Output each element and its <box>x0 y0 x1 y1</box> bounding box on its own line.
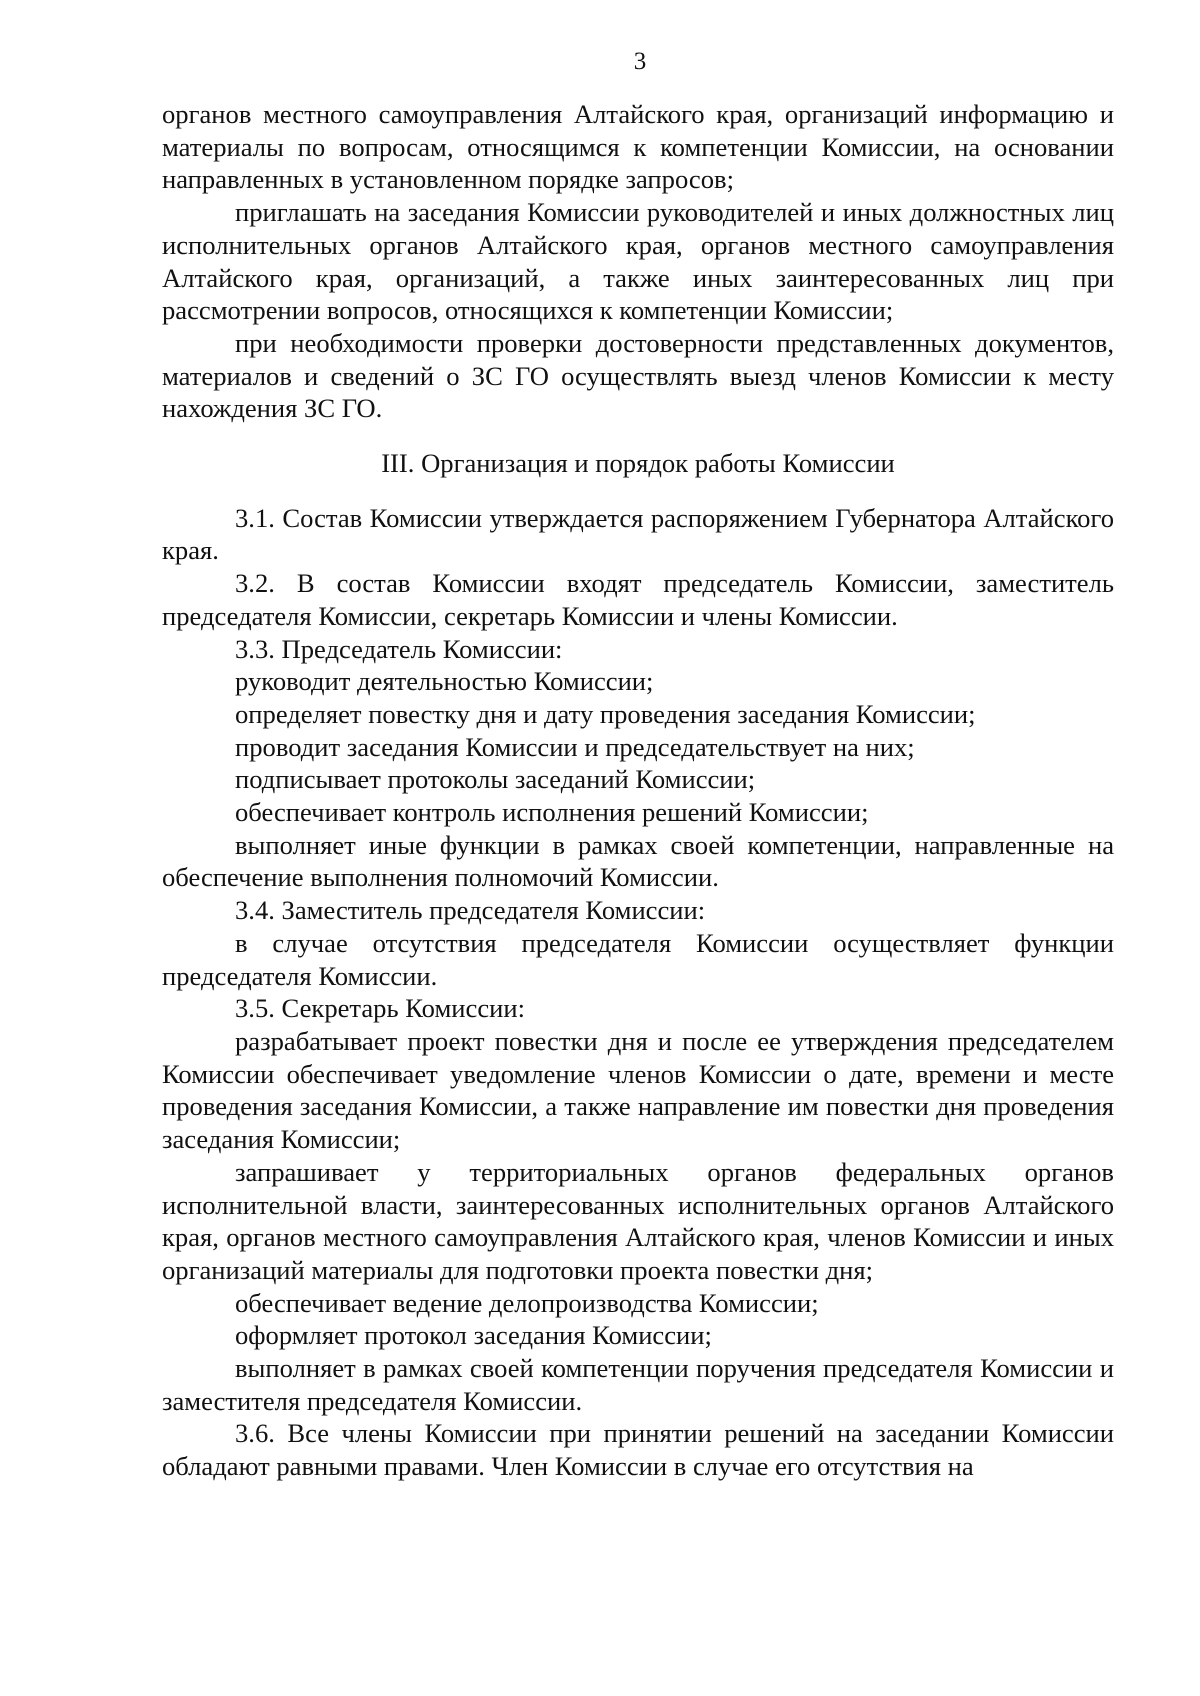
clause-3-4: 3.4. Заместитель председателя Комиссии: <box>235 895 706 926</box>
paragraph: при необходимости проверки достоверности представленных документов, материалов и сведений о ЗС ГО осуществлять выезд членов Комиссии к месту нахождения ЗС ГО. <box>162 327 1114 424</box>
list-item: в случае отсутствия председателя Комиссии осуществляет функции председателя Комиссии. <box>162 927 1114 991</box>
page-number: 3 <box>633 48 647 75</box>
section-heading: III. Организация и порядок работы Комиссии <box>381 448 895 479</box>
list-item: обеспечивает контроль исполнения решений Комиссии; <box>235 797 869 828</box>
clause-3-5: 3.5. Секретарь Комиссии: <box>235 993 525 1024</box>
paragraph-continuation: органов местного самоуправления Алтайского края, организаций информацию и материалы по вопросам, относящимся к компетенции Комиссии, на основании направленных в установленном порядке запросов; <box>162 99 1114 195</box>
list-item: выполняет иные функции в рамках своей компетенции, направленные на обеспечение выполнения полномочий Комиссии. <box>162 829 1114 893</box>
clause-3-3: 3.3. Председатель Комиссии: <box>235 633 563 664</box>
list-item: проводит заседания Комиссии и председательствует на них; <box>235 731 915 762</box>
list-item: разрабатывает проект повестки дня и после ее утверждения председателем Комиссии обеспечивает уведомление членов Комиссии о дате, времени и месте проведения заседания Комиссии, а также направление им повестки дня проведения заседания Комиссии; <box>162 1025 1114 1155</box>
list-item: обеспечивает ведение делопроизводства Комиссии; <box>235 1287 819 1318</box>
paragraph: приглашать на заседания Комиссии руководителей и иных должностных лиц исполнительных органов Алтайского края, органов местного самоуправления Алтайского края, организаций, а также иных заинтересованных лиц при рассмотрении вопросов, относящихся к компетенции Комиссии; <box>162 197 1114 326</box>
list-item: руководит деятельностью Комиссии; <box>235 666 654 697</box>
list-item: подписывает протоколы заседаний Комиссии; <box>235 764 756 795</box>
clause-3-2: 3.2. В состав Комиссии входят председатель Комиссии, заместитель председателя Комиссии, секретарь Комиссии и члены Комиссии. <box>162 568 1114 631</box>
document-body <box>162 98 1114 1483</box>
list-item: определяет повестку дня и дату проведения заседания Комиссии; <box>235 698 976 729</box>
list-item: выполняет в рамках своей компетенции поручения председателя Комиссии и заместителя председателя Комиссии. <box>162 1353 1114 1416</box>
clause-3-1: 3.1. Состав Комиссии утверждается распоряжением Губернатора Алтайского края. <box>162 502 1114 566</box>
clause-3-6: 3.6. Все члены Комиссии при принятии решений на заседании Комиссии обладают равными правами. Член Комиссии в случае его отсутствия на <box>162 1418 1114 1482</box>
list-item: оформляет протокол заседания Комиссии; <box>235 1320 712 1351</box>
list-item: запрашивает у территориальных органов федеральных органов исполнительной власти, заинтересованных исполнительных органов Алтайского края, органов местного самоуправления Алтайского края, членов Комиссии и иных организаций материалы для подготовки проекта повестки дня; <box>162 1156 1114 1285</box>
